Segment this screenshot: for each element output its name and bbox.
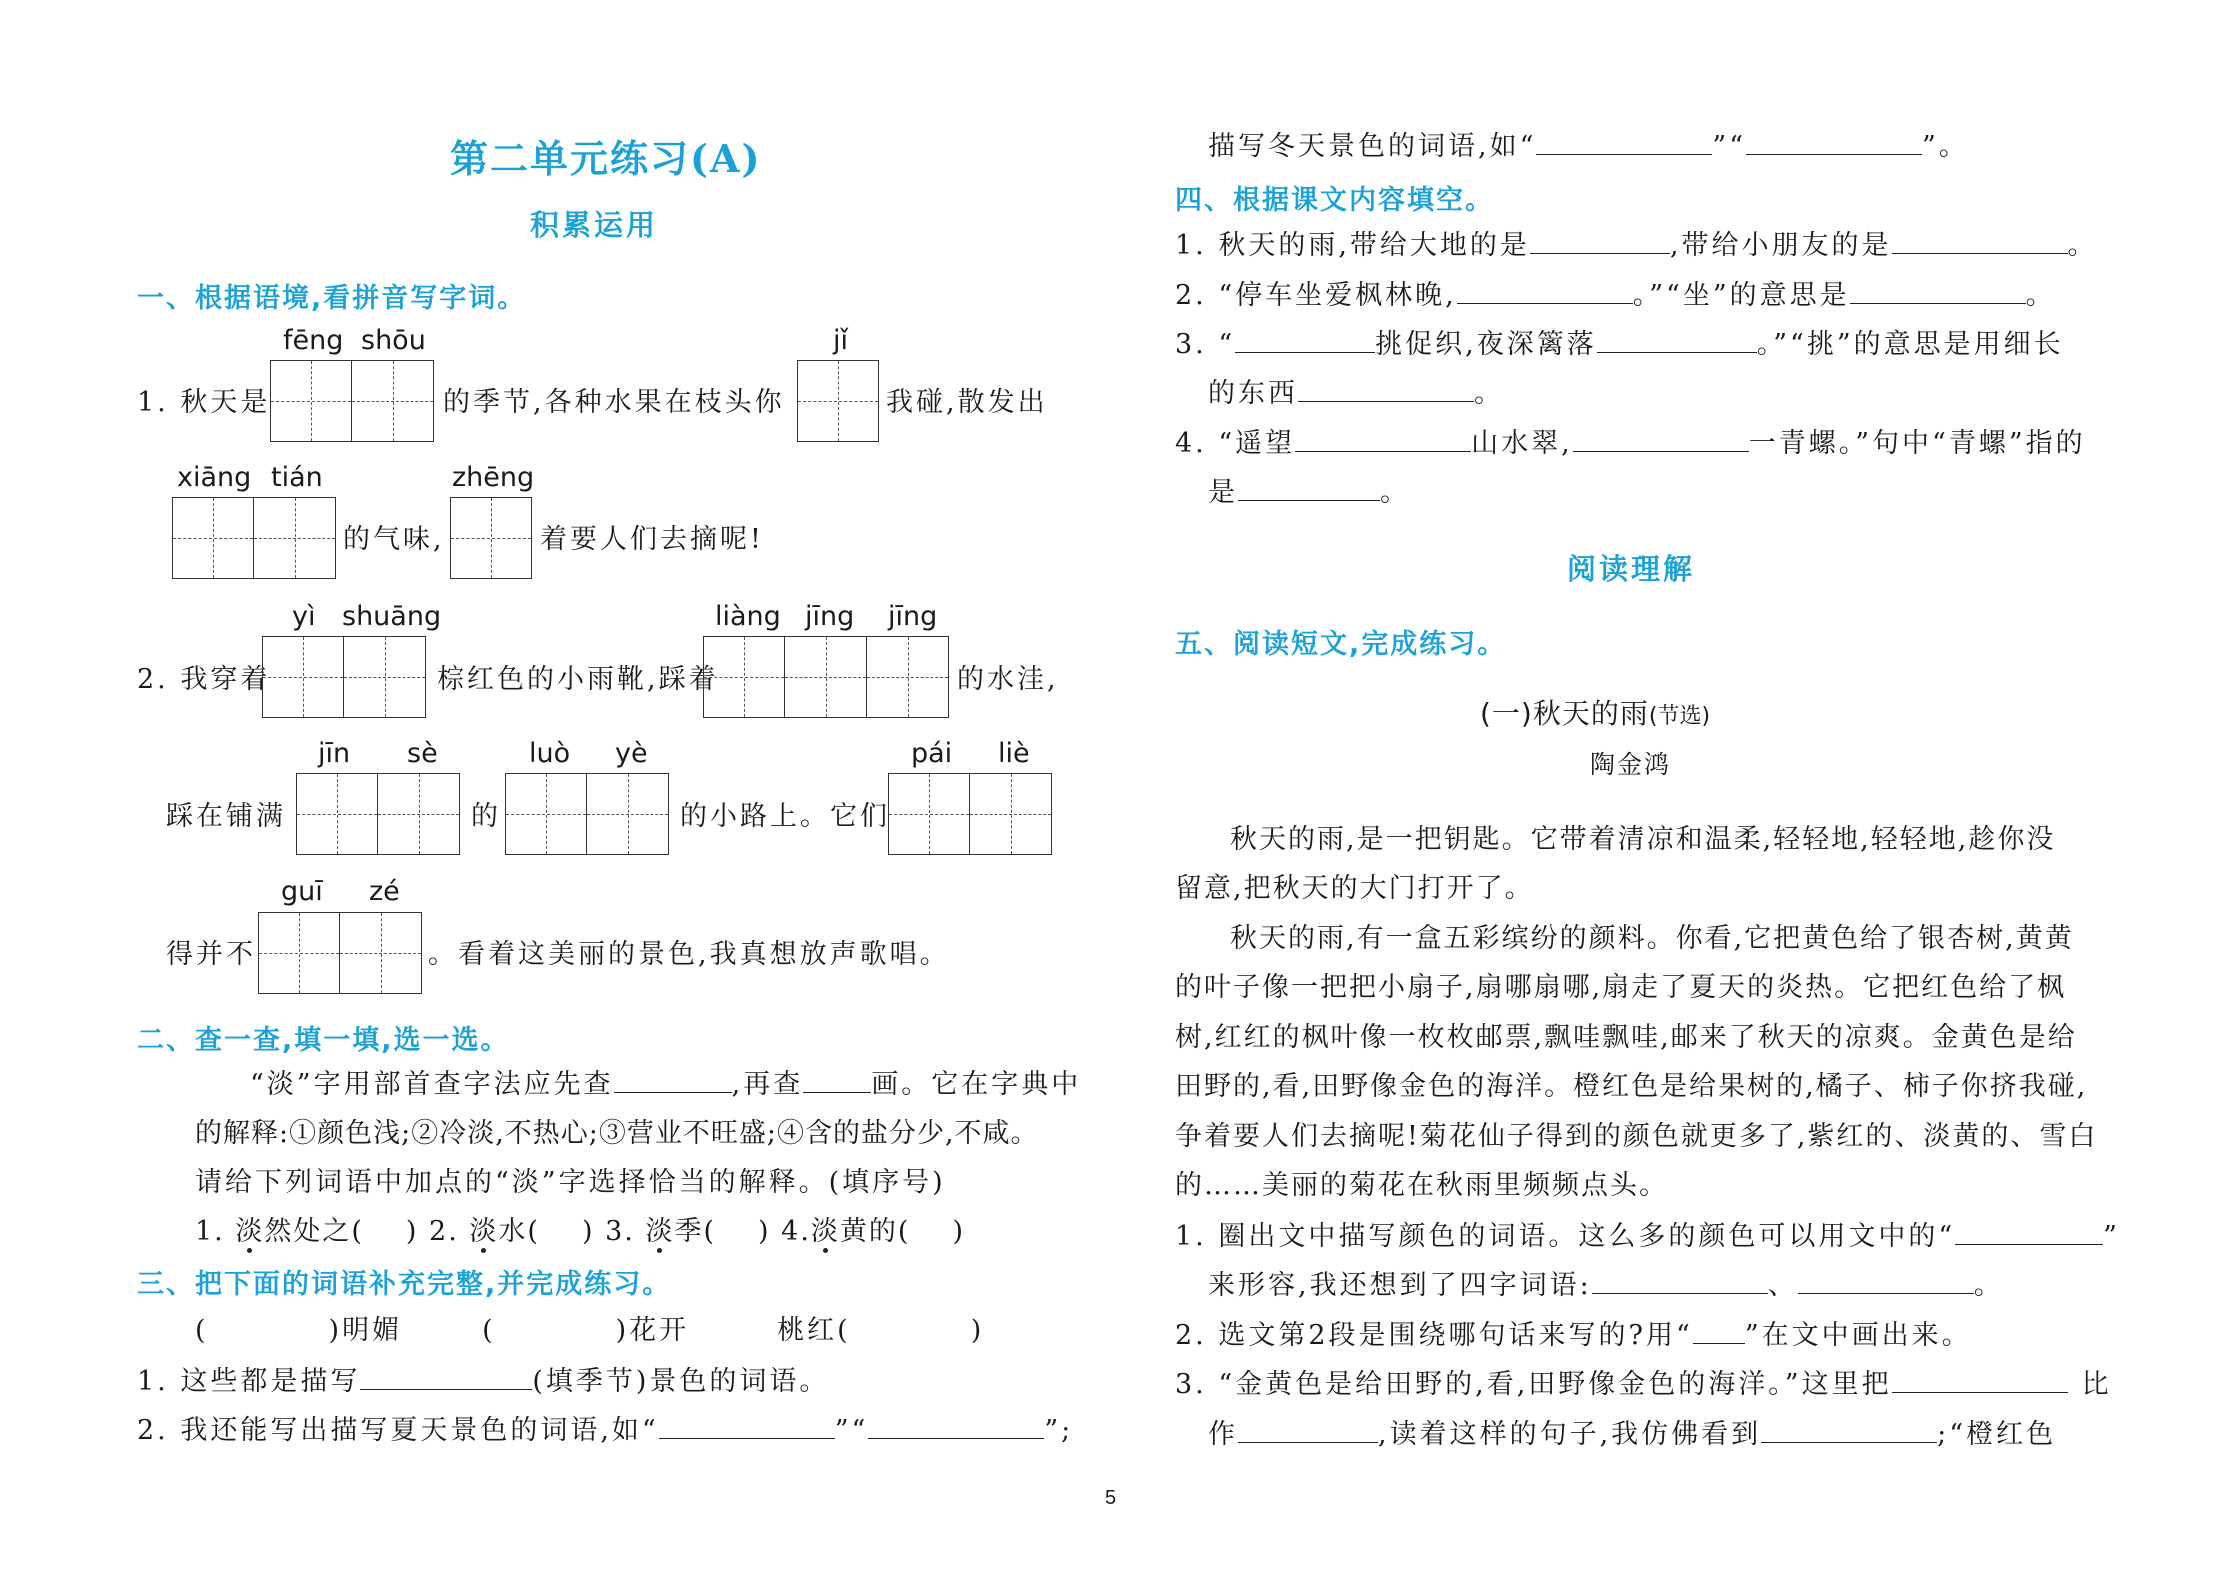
answer-blank-qingluo[interactable] (1238, 472, 1380, 501)
passage-p1-line2: 留意,把秋天的大门打开了。 (1175, 873, 1534, 904)
q2-line3: 请给下列词语中加点的“淡”字选择恰当的解释。(填序号) (195, 1167, 946, 1198)
q1-line3-b: 棕红色的小雨靴,踩着 (437, 664, 719, 695)
char-grid-pailie[interactable] (888, 773, 1052, 855)
q2-heading: 二、查一查,填一填,选一选。 (137, 1025, 510, 1056)
q1-line4-b: 的 (471, 801, 501, 832)
q3-line2: 2. 我还能写出描写夏天景色的词语,如“ ”“ ”; (137, 1410, 1073, 1451)
pinyin-feng: fēng (283, 325, 344, 356)
answer-blank-idiom-1[interactable] (1592, 1265, 1768, 1294)
q2-line1-c: 画。它在字典中 (871, 1069, 1082, 1100)
q5-heading: 五、阅读短文,完成练习。 (1175, 629, 1507, 660)
answer-blank-opt4[interactable] (910, 1212, 952, 1240)
q5-e3-line2: 作 ,读着这样的句子,我仿佛看到 ;“橙红色 (1208, 1414, 2056, 1455)
q1-line3-c: 的水洼, (957, 664, 1059, 695)
answer-blank-winter-2[interactable] (1746, 126, 1922, 155)
answer-blank-season[interactable] (360, 1361, 532, 1390)
q1-line2-b: 着要人们去摘呢! (540, 524, 764, 555)
pinyin-ye: yè (615, 738, 648, 769)
passage-author: 陶金鸿 (1590, 750, 1672, 779)
q2-line1-b: ,再查 (731, 1069, 804, 1100)
char-grid-fengshou[interactable] (270, 360, 434, 442)
q1-line4-a: 踩在铺满 (166, 801, 286, 832)
q2-opt4: 4.淡黄的( ) (781, 1216, 965, 1247)
pinyin-luo: luò (529, 738, 571, 769)
q4-line1: 1. 秋天的雨,带给大地的是 ,带给小朋友的是 。 (1175, 225, 2098, 266)
q4-line4: 4. “遥望 山水翠, 一青螺。”句中“青螺”指的 (1175, 423, 2086, 464)
dotted-char: 淡 (235, 1216, 265, 1247)
q2-opt3: 3. 淡季( ) (605, 1216, 770, 1247)
passage-p2-line4: 田野的,看,田野像金色的海洋。橙红色是给果树的,橘子、柿子你挤我碰, (1175, 1071, 2088, 1102)
q1-line2-a: 的气味, (343, 524, 445, 555)
q2-opt1: 1. 淡然处之( ) (195, 1216, 418, 1247)
q2-line1 (250, 1064, 1081, 1105)
passage-p2-line3: 树,红红的枫叶像一枚枚邮票,飘哇飘哇,邮来了秋天的凉爽。金黄色是给 (1175, 1022, 2077, 1053)
passage-p2-line2: 的叶子像一把把小扇子,扇哪扇哪,扇走了夏天的炎热。它把红色给了枫 (1175, 972, 2067, 1003)
pinyin-jin: jīn (318, 738, 351, 769)
pinyin-shuang: shuāng (342, 601, 442, 632)
dotted-char: 淡 (645, 1216, 675, 1247)
pinyin-gui: guī (281, 876, 323, 907)
answer-blank-compare-a[interactable] (1892, 1364, 2068, 1393)
pinyin-pai: pái (911, 738, 953, 769)
answer-blank-opt1[interactable] (364, 1212, 406, 1240)
passage-title: (一)秋天的雨(节选) (1480, 697, 1711, 730)
answer-blank-summer-1[interactable] (659, 1410, 835, 1439)
answer-blank-imagine[interactable] (1761, 1414, 1937, 1443)
pinyin-lie: liè (998, 738, 1030, 769)
char-grid-guize[interactable] (258, 912, 422, 994)
answer-blank-radical[interactable] (614, 1064, 732, 1093)
pinyin-se: sè (407, 738, 438, 769)
char-grid-xiangtian[interactable] (172, 497, 336, 579)
answer-blank-opt3[interactable] (716, 1212, 758, 1240)
passage-p2-line6: 的……美丽的菊花在秋雨里频频点头。 (1175, 1170, 1668, 1201)
char-grid-zheng[interactable] (450, 497, 532, 579)
unit-title: 第二单元练习(A) (450, 136, 762, 181)
passage-p2-line5: 争着要人们去摘呢!菊花仙子得到的颜色就更多了,紫红的、淡黄的、雪白 (1175, 1121, 2098, 1152)
q1-line5-a: 得并不 (166, 939, 256, 970)
pinyin-yi: yì (292, 601, 316, 632)
pinyin-ji: jǐ (833, 325, 849, 356)
q3-heading: 三、把下面的词语补充完整,并完成练习。 (137, 1269, 672, 1300)
answer-blank-poem-b[interactable] (1597, 324, 1757, 353)
answer-blank-poem-d[interactable] (1573, 423, 1749, 452)
q1-heading: 一、根据语境,看拼音写字词。 (137, 283, 527, 314)
answer-blank-zuo-meaning[interactable] (1850, 275, 2026, 304)
char-grid-jinse[interactable] (296, 773, 460, 855)
answer-blank-poem-line[interactable] (1457, 275, 1633, 304)
answer-blank-opt2[interactable] (540, 1212, 582, 1240)
pinyin-ze: zé (369, 876, 400, 907)
q5-e3-line1: 3. “金黄色是给田野的,看,田野像金色的海洋。”这里把 比 (1175, 1364, 2112, 1405)
q2-opt2: 2. 淡水( ) (429, 1216, 594, 1247)
q4-heading: 四、根据课文内容填空。 (1175, 185, 1494, 216)
dotted-char: 淡 (810, 1216, 840, 1247)
answer-blank-poem-a[interactable] (1235, 324, 1375, 353)
answer-blank-color-word[interactable] (1955, 1216, 2103, 1245)
pinyin-liang: liàng (715, 601, 781, 632)
q2-options (195, 1212, 965, 1252)
pinyin-shou: shōu (361, 325, 426, 356)
q3-words: ( )明媚 ( )花开 桃红( ) (195, 1315, 985, 1346)
q3-line1: 1. 这些都是描写 (填季节)景色的词语。 (137, 1361, 829, 1402)
q1-line1-c: 我碰,散发出 (886, 387, 1048, 418)
passage-p1-line1: 秋天的雨,是一把钥匙。它带着清凉和温柔,轻轻地,轻轻地,趁你没 (1230, 824, 2056, 855)
char-grid-yishuang[interactable] (262, 636, 426, 718)
answer-blank-strokes[interactable] (803, 1064, 871, 1093)
answer-blank-tiao-meaning[interactable] (1298, 373, 1474, 402)
q4-line3-cont: 的东西 。 (1208, 373, 1504, 414)
char-grid-ji[interactable] (797, 360, 879, 442)
q5-e1-line2: 来形容,我还想到了四字词语: 、 。 (1208, 1265, 2004, 1306)
pinyin-jing-1: jīng (805, 601, 855, 632)
dotted-char: 淡 (469, 1216, 499, 1247)
answer-blank-poem-c[interactable] (1295, 423, 1471, 452)
q2-line2: 的解释:①颜色浅;②冷淡,不热心;③营业不旺盛;④含的盐分少,不咸。 (195, 1118, 1039, 1149)
pinyin-xiang: xiāng (177, 462, 252, 493)
answer-blank-children[interactable] (1892, 225, 2068, 254)
q1-line1-a: 1. 秋天是 (137, 387, 271, 418)
answer-blank-summer-2[interactable] (868, 1410, 1044, 1439)
underline-symbol (1693, 1315, 1745, 1344)
q1-line1-b: 的季节,各种水果在枝头你 (443, 387, 785, 418)
passage-p2-line1: 秋天的雨,有一盒五彩缤纷的颜料。你看,它把黄色给了银杏树,黄黄 (1230, 923, 2074, 954)
pinyin-tian: tián (271, 462, 323, 493)
answer-blank-compare-b[interactable] (1238, 1414, 1378, 1443)
char-grid-luoye[interactable] (505, 773, 669, 855)
q4-line4-cont: 是 。 (1208, 472, 1410, 513)
pinyin-jing-2: jīng (888, 601, 938, 632)
answer-blank-idiom-2[interactable] (1798, 1265, 1974, 1294)
q5-e2: 2. 选文第2段是围绕哪句话来写的?用“ ”在文中画出来。 (1175, 1315, 1972, 1356)
answer-blank-winter-1[interactable] (1536, 126, 1712, 155)
q4-line2: 2. “停车坐爱枫林晚, 。”“坐”的意思是 。 (1175, 275, 2056, 316)
char-grid-liangjingjing[interactable] (703, 636, 949, 718)
answer-blank-earth[interactable] (1530, 225, 1670, 254)
q1-line4-c: 的小路上。它们 (680, 801, 890, 832)
section-title-reading: 阅读理解 (1567, 552, 1696, 586)
q5-e1-line1: 1. 圈出文中描写颜色的词语。这么多的颜色可以用文中的“ ” (1175, 1216, 2120, 1257)
pinyin-zheng: zhēng (452, 462, 535, 493)
q1-line5-b: 。看着这美丽的景色,我真想放声歌唱。 (428, 939, 950, 970)
q2-line1-a: “淡”字用部首查字法应先查 (250, 1069, 614, 1100)
q1-line3-a: 2. 我穿着 (137, 664, 271, 695)
q3-winter-line: 描写冬天景色的词语,如“ ”“ ”。 (1208, 126, 1969, 167)
q4-line3: 3. “ 挑促织,夜深篱落 。”“挑”的意思是用细长 (1175, 324, 2064, 365)
page-number: 5 (1105, 1487, 1117, 1509)
section-title-accumulation: 积累运用 (530, 208, 659, 242)
